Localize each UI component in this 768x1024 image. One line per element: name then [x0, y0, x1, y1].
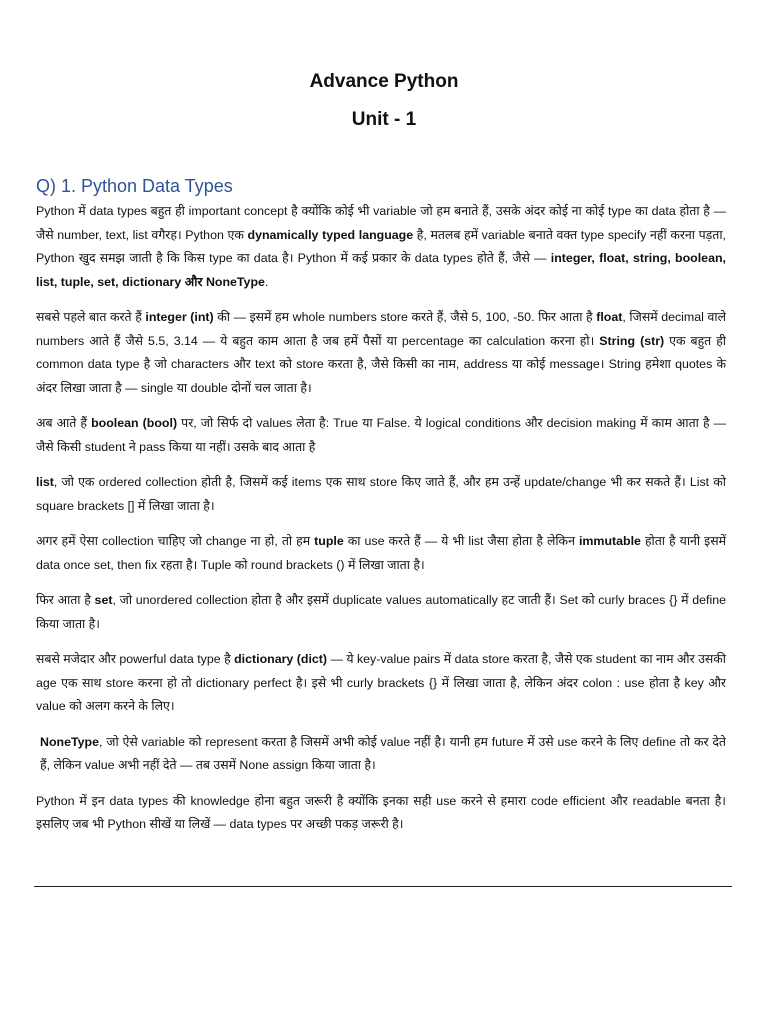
paragraph-conclusion — [36, 790, 726, 837]
bold-term: set — [94, 593, 113, 607]
bold-term: boolean (bool) — [91, 416, 178, 430]
text-run: का use करते हैं — ये भी list जैसा होता है लेकिन — [343, 534, 579, 548]
bold-term: float — [596, 310, 623, 324]
bold-term: immutable — [578, 534, 641, 548]
paragraph-tuple — [36, 530, 726, 577]
bold-term: tuple — [314, 534, 344, 548]
text-run: अगर हमें ऐसा collection चाहिए जो change ना हो, तो हम — [36, 534, 315, 548]
text-run: , जो unordered collection होता है और इसमें duplicate values automatically हट जाती हैं। Set को curly braces {} में define किया जाता है। — [36, 593, 726, 631]
text-run: — ये key-value pairs में data store करता है, जैसे एक student का नाम और उसकी age एक साथ store करना हो तो dictionary perfect है। इसे भी curly brackets {} में लिखा जाता है, लेकिन अंदर colon : use होता है key और value को अलग करने के लिए। — [36, 652, 727, 713]
text-run: एक बहुत ही common data type है जो characters और text को store करता है, जैसे किसी का नाम, address या कोई message। String हमेशा quotes के अंदर लिखा जाता है — single या double दोनों चल जाता है। — [36, 333, 726, 395]
bold-term: NoneType — [205, 274, 265, 289]
bold-term: list — [36, 475, 54, 489]
document-subtitle: Unit - 1 — [351, 109, 417, 130]
paragraph-dictionary — [36, 648, 726, 719]
text-run: सबसे पहले बात करते हैं — [36, 310, 146, 324]
bold-term: dynamically typed language — [247, 227, 414, 242]
text-run: पर, जो सिर्फ दो values लेता है: True या False. ये logical conditions और decision making में काम आता है — जैसे किसी student ने pass किया या नहीं। उसके बाद आता है — [36, 416, 726, 454]
document-title: Advance Python — [309, 71, 459, 92]
text-run: सबसे मजेदार और powerful data type है — [36, 652, 235, 666]
text-run: Python में इन data types की knowledge होना बहुत जरूरी है क्योंकि इनका सही use करने से हमारा code efficient और readable बनता है। इसलिए जब भी Python सीखें या लिखें — data types पर अच्छी पकड़ जरूरी है। — [36, 793, 726, 831]
bold-term: integer, float, string, boolean, list, tuple, set, dictionary — [36, 251, 726, 289]
footer-divider — [34, 886, 732, 887]
paragraph-list — [36, 471, 726, 518]
section-heading: Q) 1. Python Data Types — [36, 176, 233, 196]
text-run: Python में data types बहुत ही important concept है क्योंकि कोई भी variable जो हम बनाते हैं, उसके अंदर कोई ना कोई type का data होता है — जैसे number, text, list वगैरह। Python एक — [36, 204, 726, 242]
text-run: है, मतलब हमें variable बनाते वक्त type specify नहीं करना पड़ता, Python खुद समझ जाती है कि किस type का data है। Python में कई प्रकार के data types होते हैं, जैसे — — [36, 227, 727, 265]
text-run: . — [264, 274, 269, 289]
paragraph-intro — [36, 200, 726, 294]
paragraph-int-float-string — [36, 306, 726, 400]
paragraph-boolean — [36, 412, 726, 459]
text-run: की — इसमें हम whole numbers store करते हैं, जैसे 5, 100, -50. फिर आता है — [213, 310, 597, 324]
text-run: फिर आता है — [36, 593, 95, 607]
paragraph-nonetype — [36, 731, 726, 778]
text-run: अब आते हैं — [36, 416, 92, 430]
bold-term: integer (int) — [145, 310, 214, 324]
text-run: , जिसमें decimal वाले numbers आते हैं जैसे 5.5, 3.14 — ये बहुत काम आता है जब हमें पैसों या percentage का calculation करना हो। — [36, 310, 726, 348]
bold-term: NoneType — [40, 734, 99, 749]
text-run: होता है यानी इसमें data once set, then fix रहता है। Tuple को round brackets () में लिखा जाता है। — [36, 534, 726, 572]
text-run: , जो एक ordered collection होती है, जिसमें कई items एक साथ store किए जाते हैं, और हम उन्हें update/change भी कर सकते हैं। List को square brackets [] में लिखा जाता है। — [36, 475, 726, 513]
bold-term: और — [184, 274, 203, 289]
paragraph-set — [36, 589, 726, 636]
bold-term: String (str) — [599, 333, 665, 348]
text-run: , जो ऐसे variable को represent करता है जिसमें अभी कोई value नहीं है। यानी हम future में उसे use करने के लिए define तो कर देते हैं, लेकिन value अभी नहीं देते — तब उसमें None assign किया जाता है। — [40, 734, 726, 772]
bold-term: dictionary (dict) — [234, 652, 328, 666]
body-text — [36, 200, 726, 849]
